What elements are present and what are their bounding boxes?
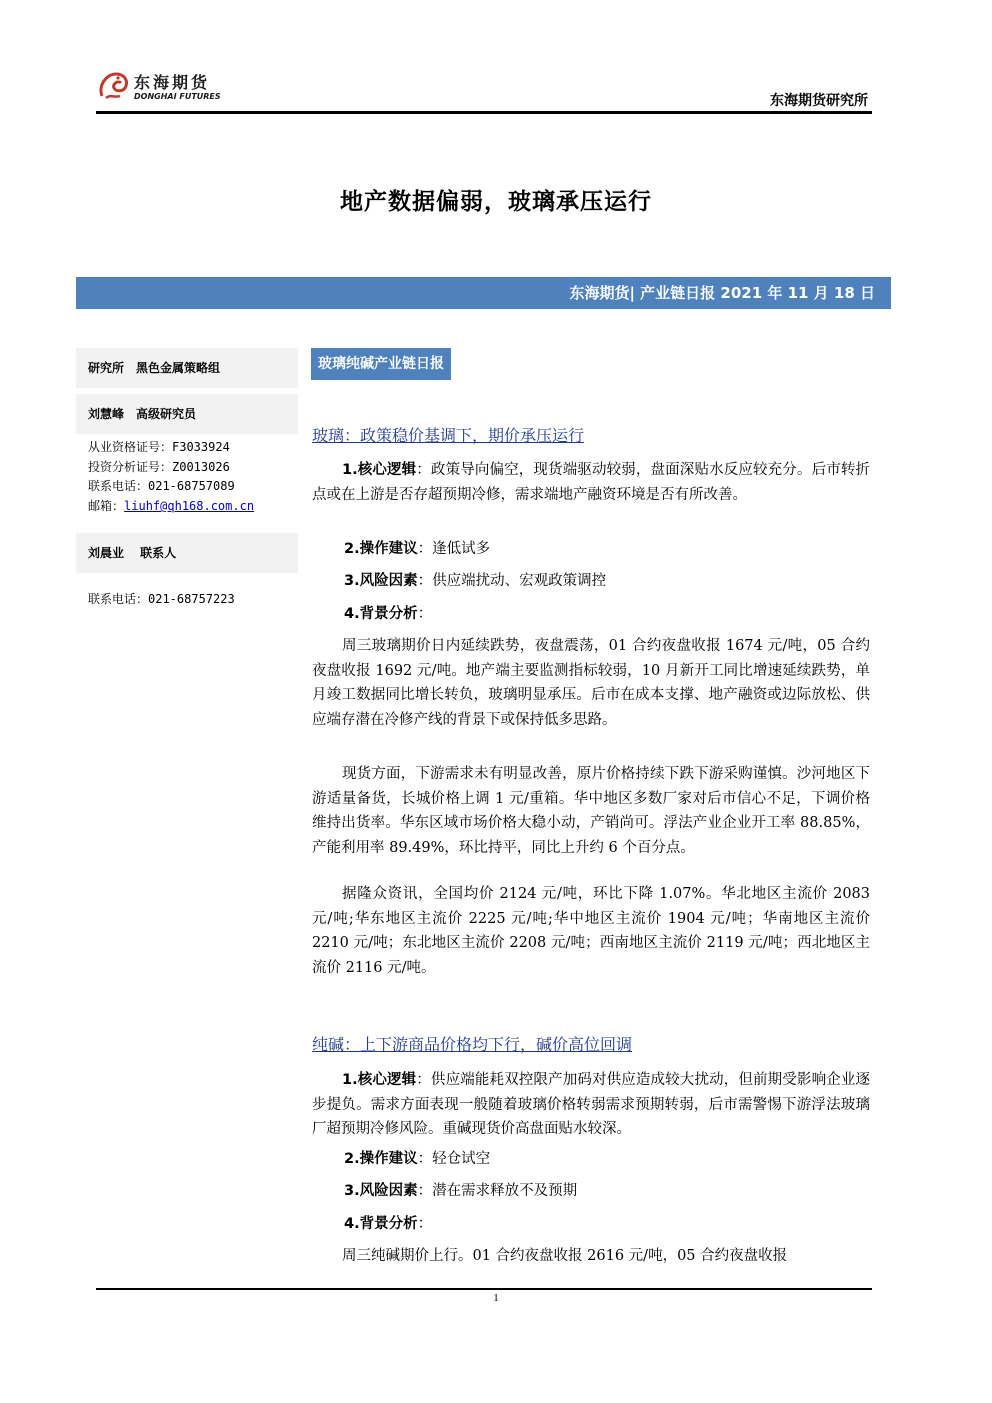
glass-bg-label: 4.背景分析 [344, 606, 418, 622]
glass-operation [344, 537, 490, 561]
soda-bg-colon: ： [417, 1216, 433, 1232]
soda-core-text: ：供应端能耗双控限产加码对供应造成较大扰动，但前期受影响企业逐步提负。需求方面表现一般随着玻璃价格转弱需求预期转弱，后市需警惕下游浮法玻璃厂超预期冷修风险。重碱现货价高盘面贴水较深。 [312, 1072, 870, 1137]
report-date-banner: 东海期货| 产业链日报 2021 年 11 月 18 日 [76, 277, 891, 309]
contact-phone: 联系电话：021-68757223 [88, 592, 235, 606]
logo-english-name: DONGHAI FUTURES [134, 92, 221, 101]
glass-risk-label: 3.风险因素 [344, 573, 418, 589]
investment-cert: 投资分析证号：Z0013026 [88, 460, 230, 474]
glass-risk [344, 569, 606, 593]
sidebar-analyst-heading: 刘慧峰 高级研究员 [76, 394, 298, 434]
email-link[interactable]: liuhf@qh168.com.cn [124, 499, 255, 513]
glass-price-paragraph: 据隆众资讯，全国均价 2124 元/吨，环比下降 1.07%。华北地区主流价 2083 元/吨;华东地区主流价 2225 元/吨;华中地区主流价 1904 元/吨；华南地区主流价 2210 元/吨；东北地区主流价 2208 元/吨；西南地区主流价 2119 元/吨；西北地区主流价 2116 元/吨。 [312, 886, 870, 976]
email-label: 邮箱： [88, 499, 125, 513]
glass-futures-paragraph: 周三玻璃期价日内延续跌势，夜盘震荡，01 合约夜盘收报 1674 元/吨，05 合约夜盘收报 1692 元/吨。地产端主要监测指标较弱，10 月新开工同比增速延续跌势，单月竣工数据同比增长转负，玻璃明显承压。后市在成本支撑、地产融资或边际放松、供应端存潜在冷修产线的背景下或保持低多思路。 [312, 638, 870, 728]
soda-core-label: 1.核心逻辑 [342, 1072, 417, 1088]
section-tag: 玻璃纯碱产业链日报 [311, 348, 451, 380]
soda-risk-text: ：潜在需求释放不及预期 [417, 1183, 578, 1199]
header-divider [96, 111, 872, 114]
logo-chinese-name: 东海期货 [134, 73, 211, 92]
glass-background [344, 602, 432, 626]
analyst-phone: 联系电话：021-68757089 [88, 479, 235, 493]
soda-bg-label: 4.背景分析 [344, 1216, 418, 1232]
glass-core-label: 1.核心逻辑 [342, 462, 417, 478]
soda-core-logic [312, 1068, 870, 1142]
soda-heading: 纯碱：上下游商品价格均下行，碱价高位回调 [312, 1035, 633, 1054]
glass-risk-text: ：供应端扰动、宏观政策调控 [417, 573, 607, 589]
footer-divider [96, 1288, 872, 1290]
glass-heading: 玻璃：政策稳价基调下，期价承压运行 [312, 426, 585, 445]
glass-op-text: ：逢低试多 [417, 541, 491, 557]
soda-background [344, 1212, 432, 1236]
soda-futures-paragraph: 周三纯碱期价上行。01 合约夜盘收报 2616 元/吨，05 合约夜盘收报 [342, 1248, 788, 1264]
soda-op-label: 2.操作建议 [344, 1151, 418, 1167]
sidebar-team-heading: 研究所 黑色金属策略组 [76, 348, 298, 388]
dragon-logo-icon [96, 68, 132, 104]
institute-name: 东海期货研究所 [770, 93, 868, 109]
glass-core-logic [312, 458, 870, 507]
glass-core-text: ：政策导向偏空，现货端驱动较弱，盘面深贴水反应较充分。后市转折点或在上游是否存超预期冷修，需求端地产融资环境是否有所改善。 [312, 462, 870, 503]
page-number: 1 [493, 1292, 499, 1304]
glass-bg-colon: ： [417, 606, 433, 622]
report-title: 地产数据偏弱，玻璃承压运行 [340, 189, 652, 215]
company-logo [96, 68, 236, 110]
glass-op-label: 2.操作建议 [344, 541, 418, 557]
qualification-cert: 从业资格证号：F3033924 [88, 440, 230, 454]
analyst-email-row [88, 497, 254, 514]
soda-op-text: ：轻仓试空 [417, 1151, 491, 1167]
sidebar-contact-heading: 刘晨业 联系人 [76, 533, 298, 573]
soda-risk-label: 3.风险因素 [344, 1183, 418, 1199]
soda-operation [344, 1147, 490, 1171]
glass-spot-paragraph: 现货方面，下游需求未有明显改善，原片价格持续下跌下游采购谨慎。沙河地区下游适量备货，长城价格上调 1 元/重箱。华中地区多数厂家对后市信心不足，下调价格维持出货率。华东区域市场价格大稳小动，产销尚可。浮法产业企业开工率 88.85%，产能利用率 89.49%，环比持平，同比上升约 6 个百分点。 [312, 766, 870, 856]
soda-risk [344, 1179, 577, 1203]
